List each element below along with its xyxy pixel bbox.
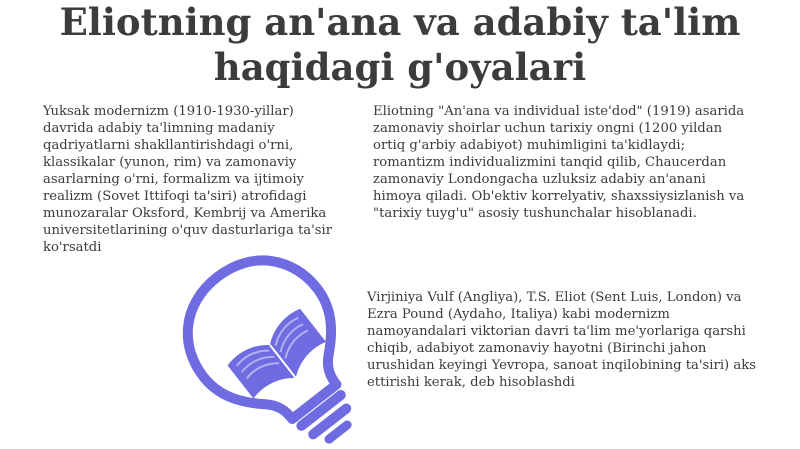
paragraph-right-top: Eliotning "An'ana va individual iste'dod" (1919) asarida zamonaviy shoirlar uchun tarixiy ongni (1200 yildan ortiq g'arbiy adabiyot) muhimligini ta'kidlaydi; romantizm individualizmini tanqid qilib, Chaucerdan zamonaviy Londongacha uzluksiz adabiy an'anani himoya qiladi. Ob'ektiv korrelyativ, shaxssiysizlanish va "tarixiy tuyg'u" asosiy tushunchalar hisoblanadi. xyxy=(373,104,745,221)
lightbulb-with-book-icon xyxy=(170,245,370,449)
slide-title xyxy=(0,0,800,90)
paragraph-left: Yuksak modernizm (1910-1930-yillar) davrida adabiy ta'limning madaniy qadriyatlarni shakllantirishdagi o'rni, klassikalar (yunon, rim) va zamonaviy asarlarning o'rni, formalizm va ijtimoiy realizm (Sovet Ittifoqi ta'siri) atrofidagi munozaralar Oksford, Kembrij va Amerika universitetlarining o'quv dasturlariga ta'sir ko'rsatdi xyxy=(43,104,333,255)
paragraph-right-bottom: Virjiniya Vulf (Angliya), T.S. Eliot (Sent Luis, London) va Ezra Pound (Aydaho, Italiya) kabi modernizm namoyandalari viktorian davri ta'lim me'yorlariga qarshi chiqib, adabiyot zamonaviy hayotni (Birinchi jahon urushidan keyingi Yevropa, sanoat inqilobining ta'siri) aks ettirishi kerak, deb hisoblashdi xyxy=(367,290,757,390)
slide-title-line-1: Eliotning an'ana va adabiy ta'lim xyxy=(59,0,741,44)
slide-title-line-2: haqidagi g'oyalari xyxy=(213,45,587,89)
